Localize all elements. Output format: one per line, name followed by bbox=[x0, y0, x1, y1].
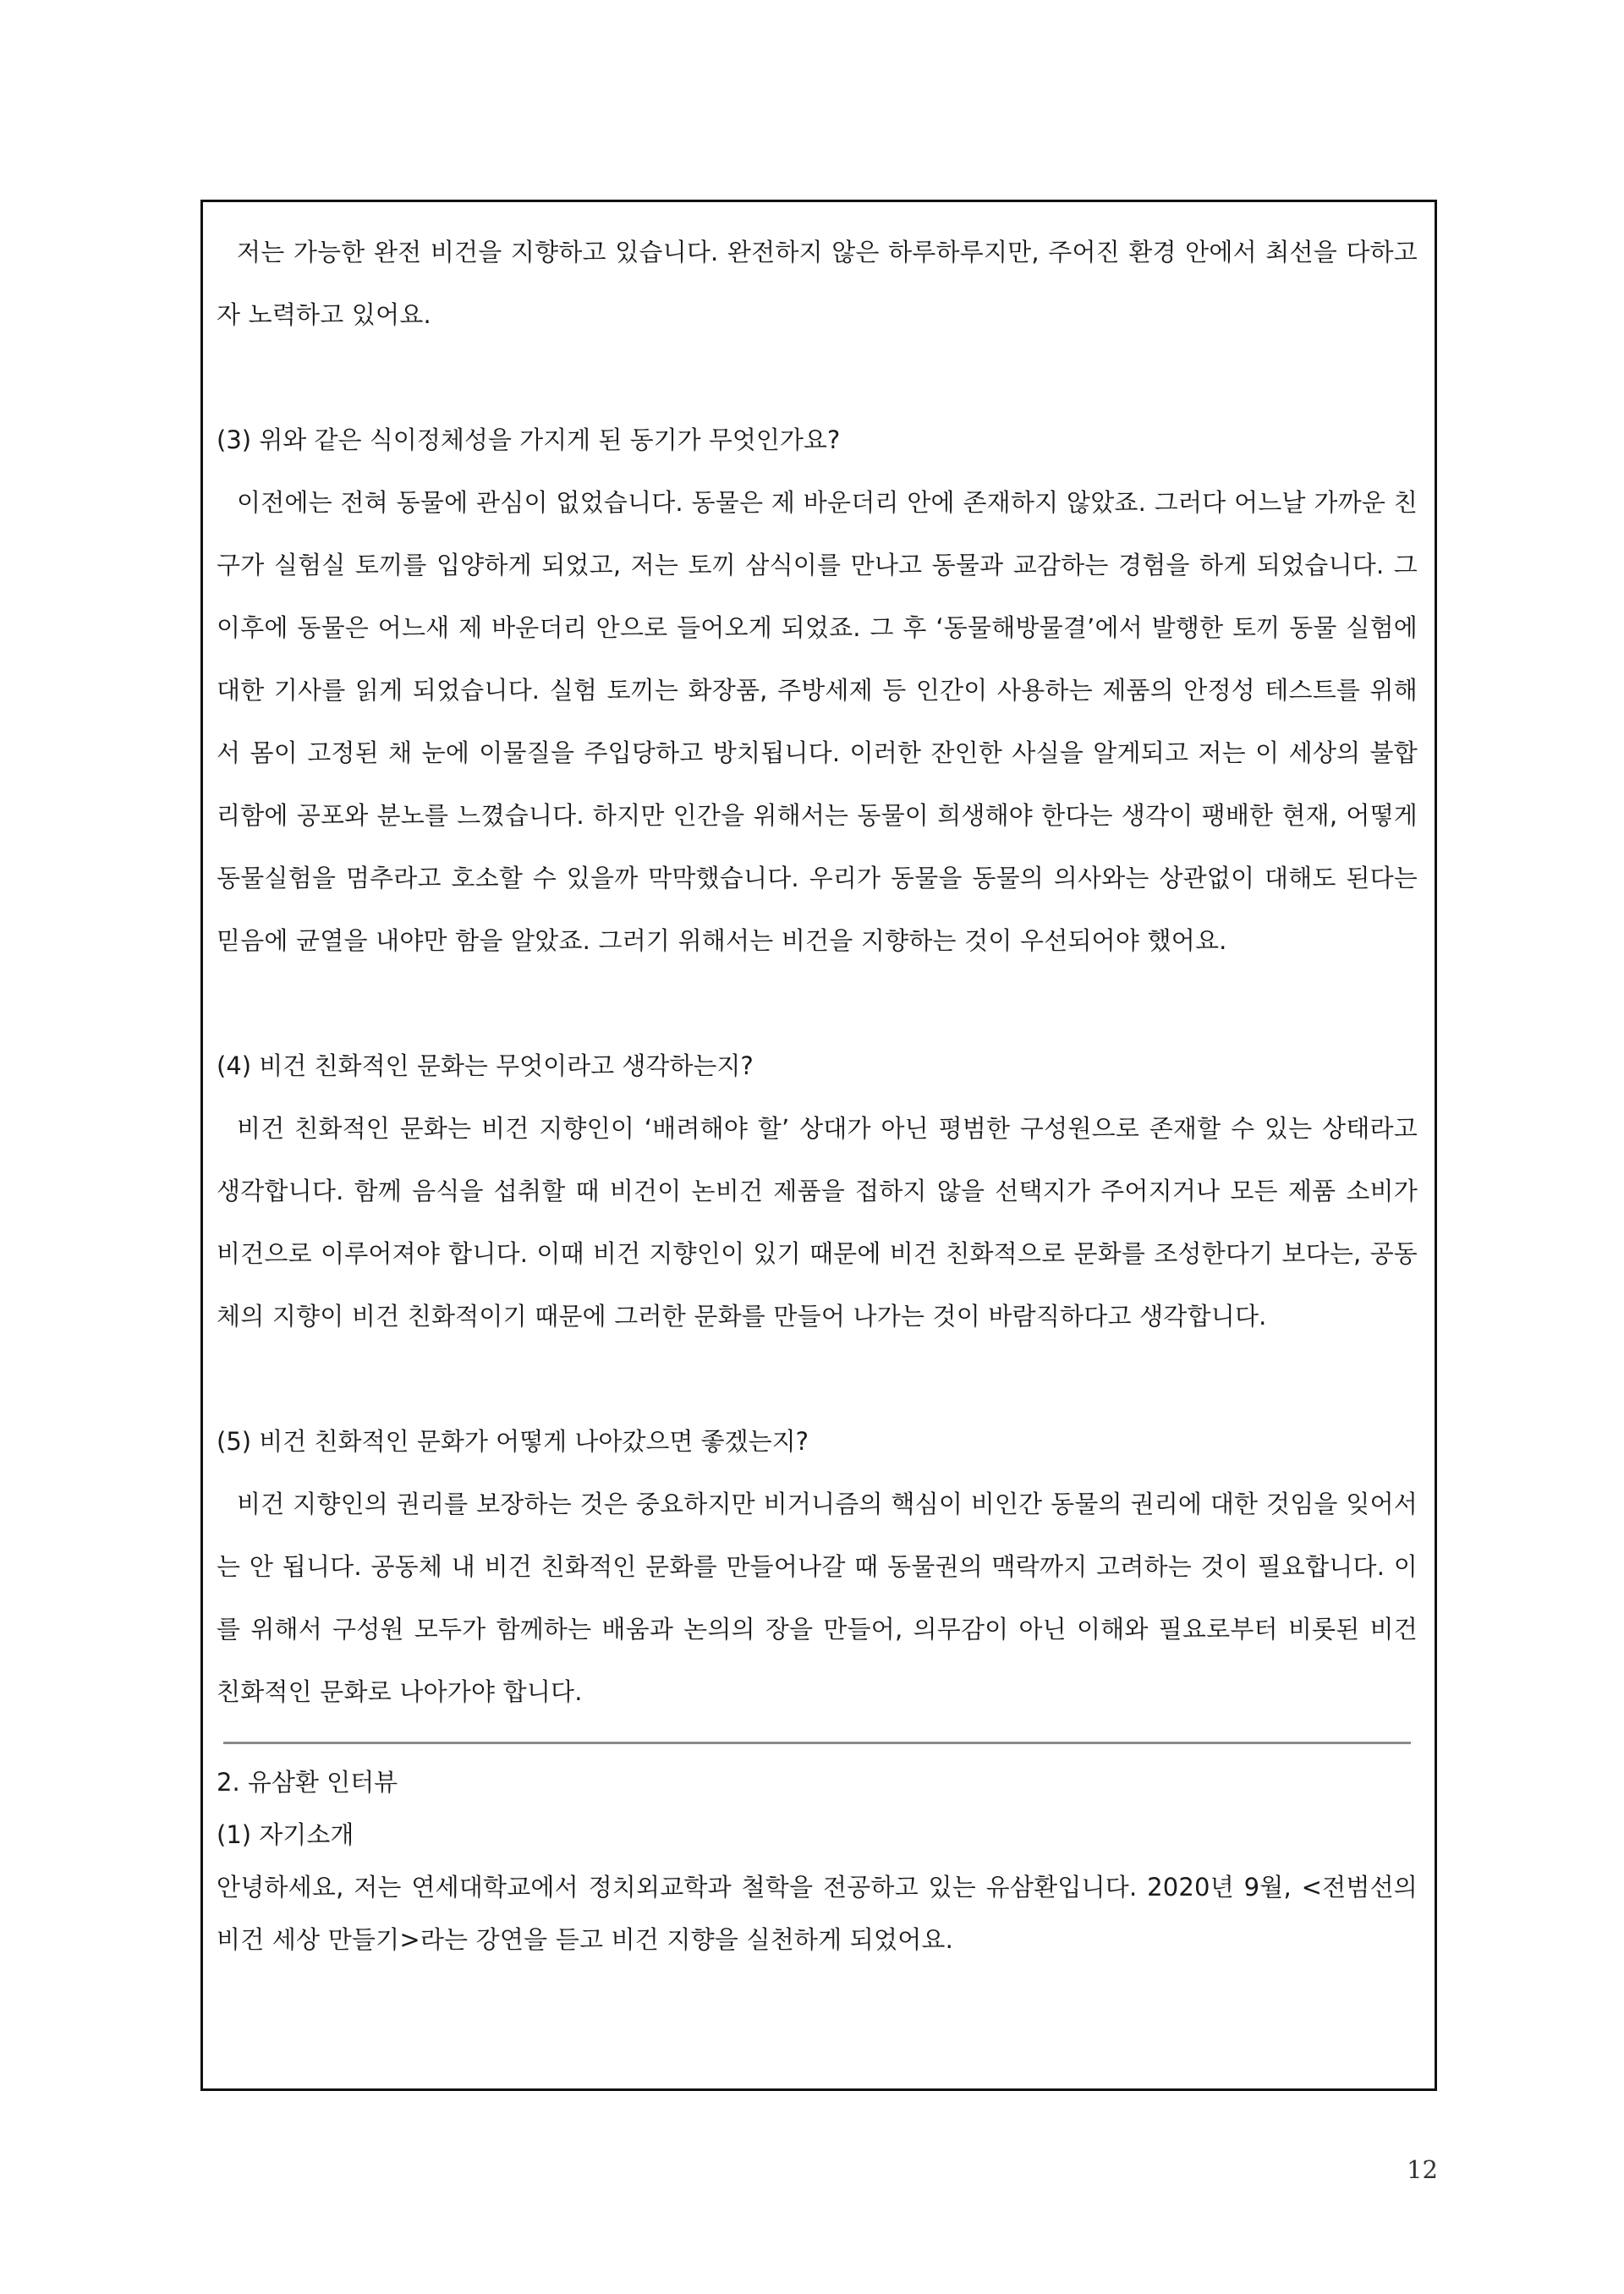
spacer bbox=[217, 972, 1418, 1034]
page-number: 12 bbox=[1407, 2155, 1438, 2184]
question-3-heading: (3) 위와 같은 식이정체성을 가지게 된 동기가 무엇인가요? bbox=[217, 425, 841, 454]
question-3-answer: 이전에는 전혀 동물에 관심이 없었습니다. 동물은 제 바운더리 안에 존재하지 않았죠. 그러다 어느날 가까운 친구가 실험실 토끼를 입양하게 되었고, 저는 토끼 삼식이를 만나고 동물과 교감하는 경험을 하게 되었습니다. 그 이후에 동물은 어느새 제 바운더리 안으로 들어오게 되었죠. 그 후 ‘동물해방물결’에서 발행한 토끼 동물 실험에 대한 기사를 읽게 되었습니다. 실험 토끼는 화장품, 주방세제 등 인간이 사용하는 제품의 안정성 테스트를 위해서 몸이 고정된 채 눈에 이물질을 주입당하고 방치됩니다. 이러한 잔인한 사실을 알게되고 저는 이 세상의 불합리함에 공포와 분노를 느꼈습니다. 하지만 인간을 위해서는 동물이 희생해야 한다는 생각이 팽배한 현재, 어떻게 동물실험을 멈추라고 호소할 수 있을까 막막했습니다. 우리가 동물을 동물의 의사와는 상관없이 대해도 된다는 믿음에 균열을 내야만 함을 알았죠. 그러기 위해서는 비건을 지향하는 것이 우선되어야 했어요. bbox=[217, 488, 1418, 955]
spacer bbox=[217, 346, 1418, 409]
interview-2-section bbox=[217, 1756, 1418, 1966]
interview-2-question-1-heading: (1) 자기소개 bbox=[217, 1820, 354, 1849]
spacer bbox=[217, 1347, 1418, 1410]
section-divider bbox=[223, 1742, 1411, 1744]
question-4-heading: (4) 비건 친화적인 문화는 무엇이라고 생각하는지? bbox=[217, 1051, 754, 1080]
interview-2-title: 2. 유삼환 인터뷰 bbox=[217, 1768, 398, 1797]
question-5-heading: (5) 비건 친화적인 문화가 어떻게 나아갔으면 좋겠는지? bbox=[217, 1427, 809, 1456]
question-4-answer: 비건 친화적인 문화는 비건 지향인이 ‘배려해야 할’ 상대가 아닌 평범한 구성원으로 존재할 수 있는 상태라고 생각합니다. 함께 음식을 섭취할 때 비건이 논비건 제품을 접하지 않을 선택지가 주어지거나 모든 제품 소비가 비건으로 이루어져야 합니다. 이때 비건 지향인이 있기 때문에 비건 친화적으로 문화를 조성한다기 보다는, 공동체의 지향이 비건 친화적이기 때문에 그러한 문화를 만들어 나가는 것이 바람직하다고 생각합니다. bbox=[217, 1114, 1418, 1331]
question-5-answer: 비건 지향인의 권리를 보장하는 것은 중요하지만 비거니즘의 핵심이 비인간 동물의 권리에 대한 것임을 잊어서는 안 됩니다. 공동체 내 비건 친화적인 문화를 만들어나갈 때 동물권의 맥락까지 고려하는 것이 필요합니다. 이를 위해서 구성원 모두가 함께하는 배움과 논의의 장을 만들어, 의무감이 아닌 이해와 필요로부터 비롯된 비건 친화적인 문화로 나아가야 합니다. bbox=[217, 1490, 1418, 1706]
interview-2-question-1-answer: 안녕하세요, 저는 연세대학교에서 정치외교학과 철학을 전공하고 있는 유삼환입니다. 2020년 9월, <전범선의 비건 세상 만들기>라는 강연을 듣고 비건 지향을 실천하게 되었어요. bbox=[217, 1873, 1418, 1954]
intro-paragraph: 저는 가능한 완전 비건을 지향하고 있습니다. 완전하지 않은 하루하루지만, 주어진 환경 안에서 최선을 다하고자 노력하고 있어요. bbox=[217, 238, 1418, 329]
interview-text-box bbox=[200, 200, 1437, 2091]
